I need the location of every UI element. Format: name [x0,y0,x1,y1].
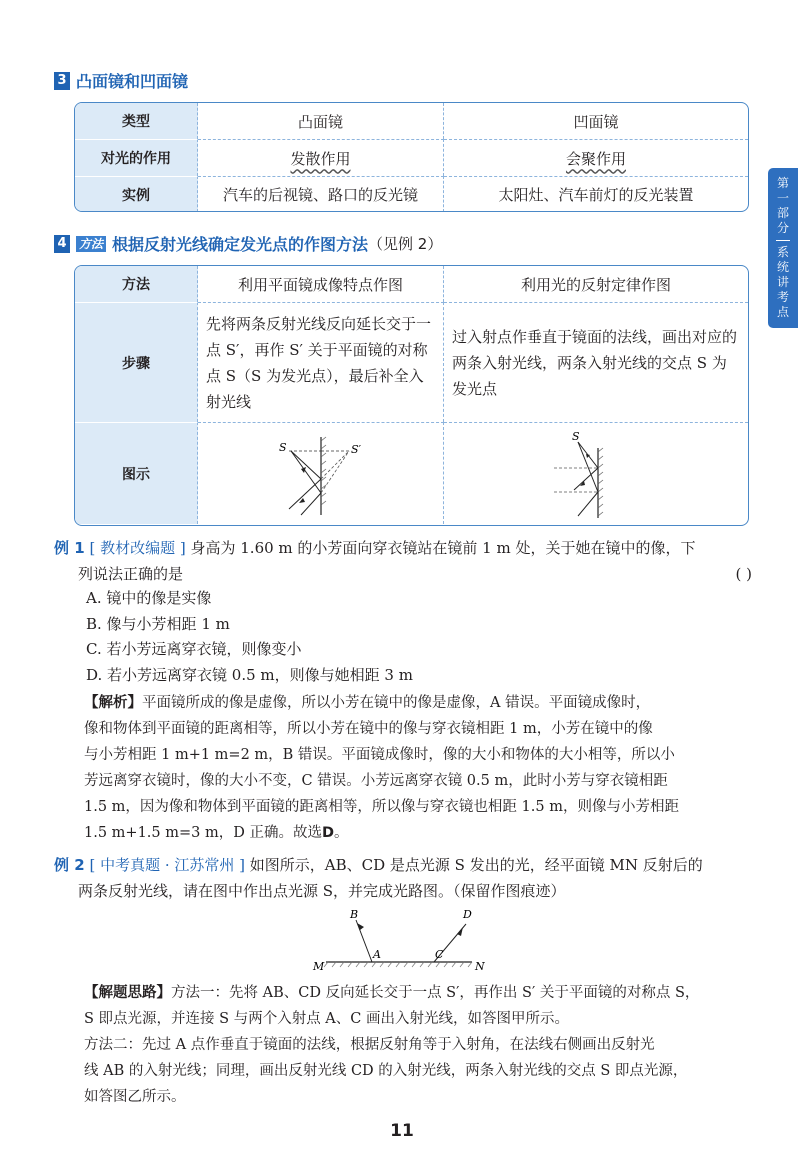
section-4-heading [54,232,442,255]
table-cell [198,139,444,176]
label-b: B [350,908,359,921]
header-cell: 类型 [75,103,198,139]
thinking-line: 如答图乙所示。 [84,1089,186,1105]
example-1-tag: [ 教材改编题 ] [89,539,186,557]
label-m: M [313,960,325,973]
thinking-label: 【解题思路】 [84,985,171,1001]
example-1-line1: 身高为 1.60 m 的小芳面向穿衣镜站在镜前 1 m 处，关于她在镜中的像，下 [190,539,696,557]
analysis-label: 【解析】 [84,695,142,711]
steps-method-2: 过入射点作垂直于镜面的法线，画出对应的两条入射光线，两条入射光线的交点 S 为发光点 [444,302,748,422]
header-cell: 凹面镜 [573,112,619,131]
option-c: C. 若小芳远离穿衣镜，则像变小 [86,640,302,658]
mirror-types-table [74,102,749,212]
analysis-line: 1.5 m+1.5 m=3 m，D 正确。故选D。 [84,825,349,841]
figure-cell [198,422,444,524]
fig2-label-s: S [572,429,580,443]
method-tag: 方法 [76,236,106,252]
analysis-line: 【解析】平面镜所成的像是虚像，所以小芳在镜中的像是虚像，A 错误。平面镜成像时， [84,695,651,711]
reflection-law-figure [536,428,656,520]
row-label: 实例 [75,176,198,212]
header-cell: 利用光的反射定律作图 [520,275,671,294]
option-d: D. 若小芳远离穿衣镜 0.5 m，则像与她相距 3 m [86,666,413,684]
side-tab-divider [776,240,790,241]
table-cell: 太阳灶、汽车前灯的反光装置 [444,176,748,212]
example-2-line1: 如图所示，AB、CD 是点光源 S 发出的光，经平面镜 MN 反射后的 [249,856,703,874]
example-1-label: 例 1 [54,539,85,557]
answer-letter: D [321,825,335,841]
steps-method-1: 先将两条反射光线反向延长交于一点 S′，再作 S′ 关于平面镜的对称点 S（S 为发光点），最后补全入射光线 [198,302,444,422]
section-3-title: 凸面镜和凹面镜 [76,72,189,91]
section-3-number: 3 [54,72,70,90]
section-4-number: 4 [54,235,70,253]
table-cell: 汽车的后视镜、路口的反光镜 [198,176,444,212]
header-cell: 凸面镜 [198,103,444,139]
row-label: 对光的作用 [75,139,198,176]
label-c: C [435,948,444,961]
convex-effect: 发散作用 [290,149,351,168]
section-4-title: 根据反射光线确定发光点的作图方法 [112,235,369,254]
thinking-line: 方法二：先过 A 点作垂直于镜面的法线，根据反射角等于入射角，在法线右侧画出反射光 [84,1037,655,1053]
table-row [75,422,748,524]
fig1-label-s-prime: S′ [350,442,361,456]
table-header-row [75,266,748,302]
fig1-label-s: S [278,440,287,454]
thinking-line: 【解题思路】方法一：先将 AB、CD 反向延长交于一点 S′，再作出 S′ 关于平面镜的对称点 S， [84,985,700,1001]
example-2-question [54,852,754,878]
example-2-thinking [84,980,752,1110]
example-1-line2: 列说法正确的是 [78,565,184,583]
section-3-heading [54,69,188,92]
concave-effect: 会聚作用 [565,149,626,168]
example-2-figure [300,904,500,976]
section-4-note: （见例 2） [368,235,443,253]
header-cell: 利用平面镜成像特点作图 [198,266,444,302]
table-row [75,139,748,176]
thinking-line: 线 AB 的入射光线；同理，画出反射光线 CD 的入射光线，两条入射光线的交点 S 即点光源， [84,1063,688,1079]
table-header-row [75,103,748,139]
side-tab-part: 第一部分 [776,176,789,235]
option-b: B. 像与小芳相距 1 m [86,615,230,633]
mirror-image-figure [261,429,381,519]
example-2-label: 例 2 [54,856,85,874]
analysis-line: 1.5 m，因为像和物体到平面镜的距离相等，所以像与穿衣镜也相距 1.5 m，则像与小芳相距 [84,799,679,815]
example-1-question-cont [54,561,754,587]
table-row [75,176,748,212]
label-a: A [373,948,381,961]
side-tab [768,168,798,328]
thinking-line: S 即点光源，并连接 S 与两个入射点 A、C 画出入射光线，如答图甲所示。 [84,1011,569,1027]
side-tab-title: 系统讲考点 [776,245,789,319]
table-cell [444,139,748,176]
example-2-tag: [ 中考真题 · 江苏常州 ] [89,856,245,874]
example-1-question [54,535,754,561]
option-a: A. 镜中的像是实像 [86,589,212,607]
table-row [75,302,748,422]
row-label: 图示 [75,422,198,524]
example-2-question-cont [54,878,754,904]
analysis-line: 与小芳相距 1 m+1 m=2 m，B 错误。平面镜成像时，像的大小和物体的大小相等，所以小 [84,747,675,763]
header-cell: 方法 [75,266,198,302]
page-number: 11 [390,1121,414,1141]
analysis-line: 像和物体到平面镜的距离相等，所以小芳在镜中的像与穿衣镜相距 1 m，小芳在镜中的像 [84,721,653,737]
method-table [74,265,749,526]
figure-cell [444,422,748,524]
label-n: N [475,960,485,973]
label-d: D [463,908,472,921]
example-2-line2: 两条反射光线，请在图中作出点光源 S，并完成光路图。（保留作图痕迹） [78,882,566,900]
analysis-line: 芳远离穿衣镜时，像的大小不变，C 错误。小芳远离穿衣镜 0.5 m，此时小芳与穿衣镜相距 [84,773,668,789]
example-1-analysis [84,690,752,846]
answer-blank: ( ) [735,565,752,583]
row-label: 步骤 [75,302,198,422]
